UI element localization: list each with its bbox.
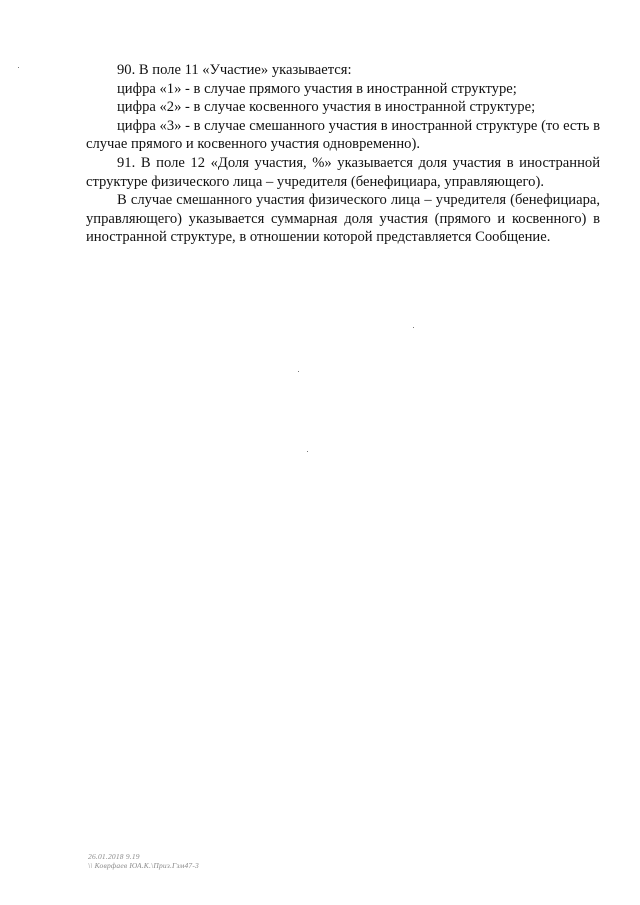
- scan-speck: [18, 67, 19, 68]
- scan-speck: [307, 451, 308, 452]
- footer-path-line: \\ Коврфаев ЮА.К.\Приз.Гзм47-3: [88, 861, 199, 870]
- paragraph-90: 90. В поле 11 «Участие» указывается:: [117, 62, 352, 78]
- paragraph-90-item-2: цифра «2» - в случае косвенного участия в иностранной структуре;: [117, 99, 536, 116]
- footer-date-line: 26.01.2018 9.19: [88, 852, 140, 861]
- scan-speck: [413, 327, 414, 328]
- paragraph-91-mixed-participation: В случае смешанного участия физического лица – учредителя (бенефициара, управляющего) указывается суммарная доля участия (прямого и косвенного) в иностранной структуре, в отношении которой представляется Сообщение.: [86, 192, 600, 246]
- scan-speck: [298, 371, 299, 372]
- paragraph-90-item-3: цифра «3» - в случае смешанного участия в иностранной структуре (то есть в случае прямого и косвенного участия одновременно).: [86, 117, 600, 153]
- paragraph-91: 91. В поле 12 «Доля участия, %» указывается доля участия в иностранной структуре физического лица – учредителя (бенефициара, управляющего).: [86, 154, 600, 190]
- document-body: [86, 61, 600, 247]
- document-footer-stamp: [88, 852, 199, 870]
- paragraph-90-item-1: цифра «1» - в случае прямого участия в иностранной структуре;: [117, 80, 517, 97]
